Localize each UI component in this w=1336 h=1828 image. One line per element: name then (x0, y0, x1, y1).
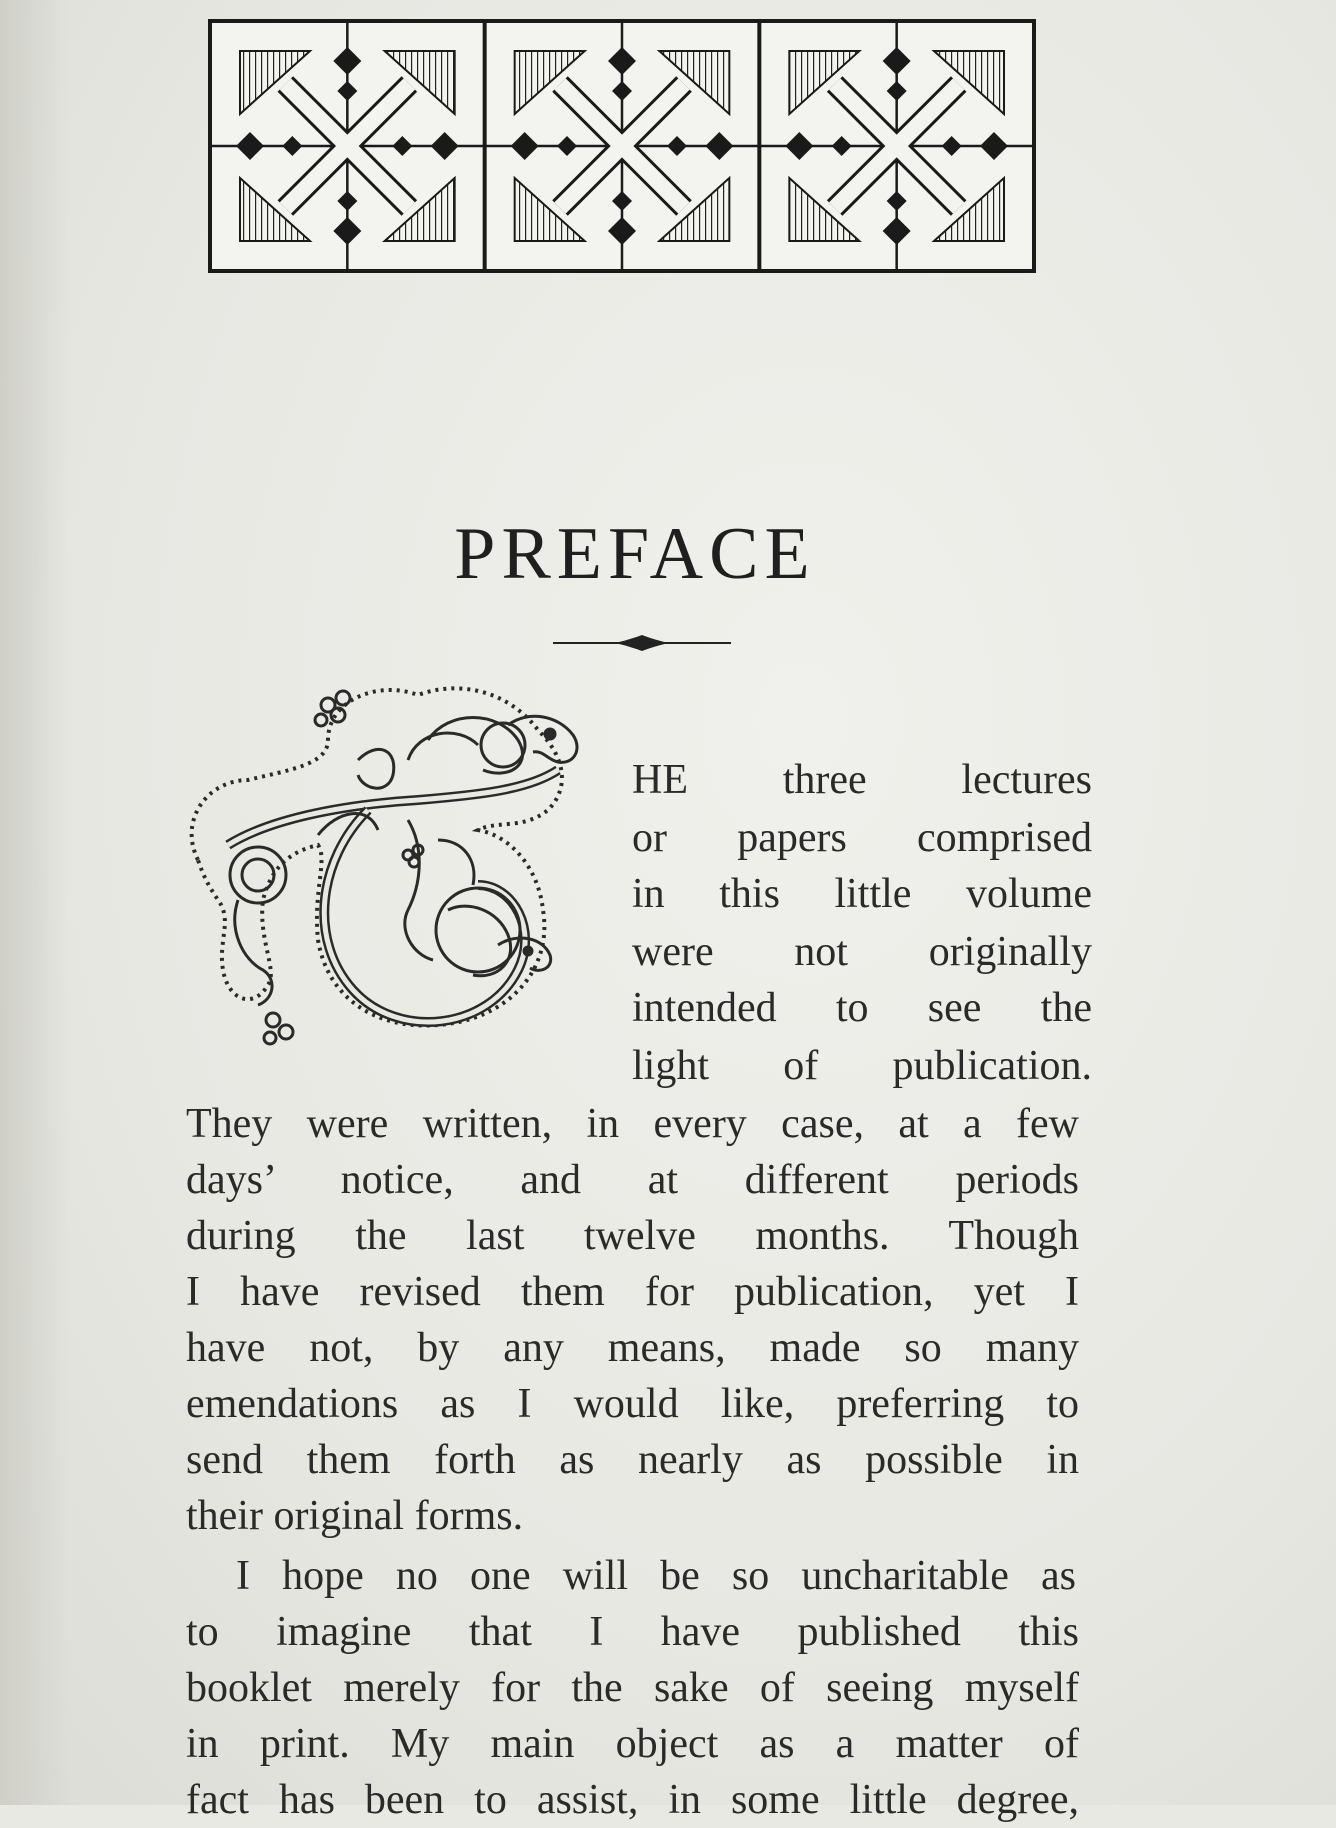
text-line: light of publication. (632, 1043, 1092, 1089)
text-line: I have revised them for publication, yet I (186, 1269, 1079, 1315)
text-line: in this little volume (632, 871, 1092, 917)
text-line: They were written, in every case, at a few (186, 1101, 1079, 1147)
text-line: to imagine that I have published this (186, 1609, 1079, 1655)
text-line: have not, by any means, made so many (186, 1325, 1079, 1371)
page-title: PREFACE (454, 513, 816, 595)
text-line: fact has been to assist, in some little degree, (186, 1777, 1079, 1823)
text-line: send them forth as nearly as possible in (186, 1437, 1079, 1483)
page-gutter-shadow (0, 0, 70, 1805)
text-line: intended to see the (632, 985, 1092, 1031)
celtic-knotwork-band-icon (207, 18, 1037, 274)
text-line: during the last twelve months. Though (186, 1213, 1079, 1259)
text-line: I hope no one will be so uncharitable as (236, 1553, 1076, 1599)
text-line: emendations as I would like, preferring to (186, 1381, 1079, 1427)
text-line: booklet merely for the sake of seeing myself (186, 1665, 1079, 1711)
text-line: HE three lectures (632, 757, 1092, 803)
illuminated-initial-T-icon (178, 670, 628, 1090)
text-line: were not originally (632, 929, 1092, 975)
text-line: or papers comprised (632, 815, 1092, 861)
text-line: their original forms. (186, 1493, 524, 1539)
text-line: in print. My main object as a matter of (186, 1721, 1079, 1767)
diamond-rule-icon (553, 632, 731, 654)
text-line: days’ notice, and at different periods (186, 1157, 1079, 1203)
